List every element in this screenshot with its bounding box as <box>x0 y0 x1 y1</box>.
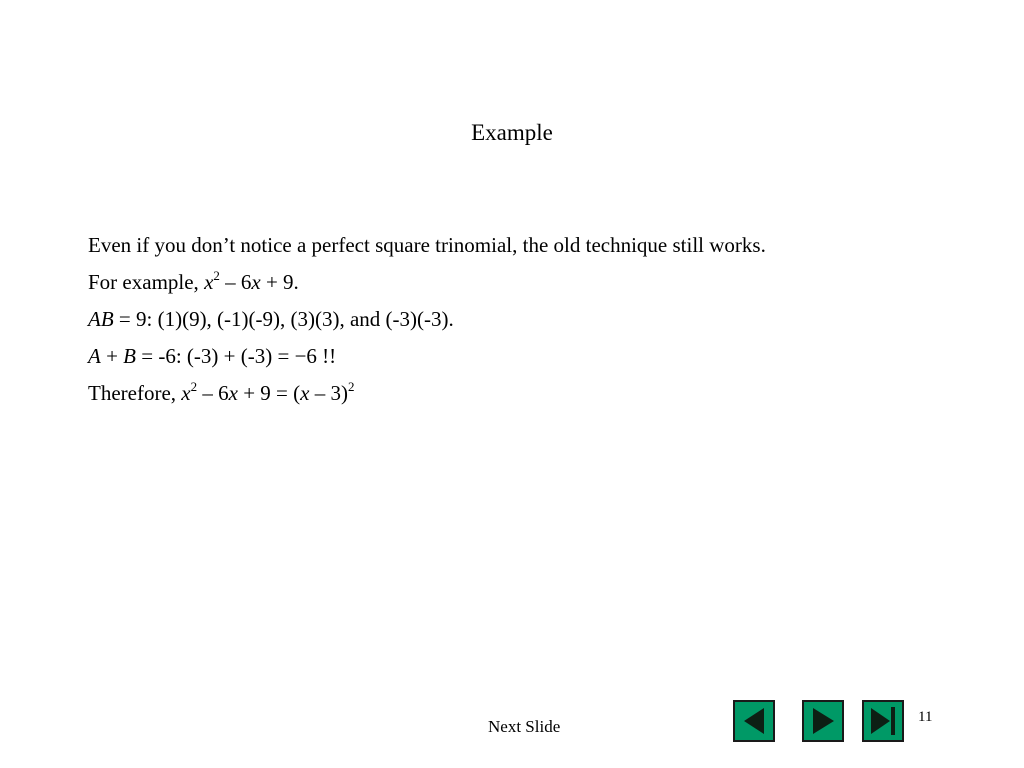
previous-slide-button[interactable] <box>733 700 775 742</box>
variable-x: x <box>181 381 191 405</box>
body-line-2 <box>88 267 968 304</box>
line-4-rest: = -6: (-3) + (-3) = −6 !! <box>136 344 337 368</box>
exponent: 2 <box>347 379 355 394</box>
line-2-prefix: For example, <box>88 270 205 294</box>
next-slide-button[interactable] <box>802 700 844 742</box>
plus-sign: + <box>100 344 124 368</box>
variable-x: x <box>251 270 261 294</box>
body-line-4 <box>88 341 968 378</box>
triangle-right-icon <box>804 702 842 740</box>
variable-a: A <box>88 344 101 368</box>
line-5-prefix: Therefore, <box>88 381 182 405</box>
next-slide-link[interactable]: Next Slide <box>488 717 561 736</box>
variable-b: B <box>123 344 136 368</box>
variable-ab: AB <box>88 307 114 331</box>
slide-body <box>88 230 968 415</box>
slide-title: Example <box>471 120 553 145</box>
line-5-equals: + 9 = ( <box>237 381 301 405</box>
line-2-rest: + 9. <box>260 270 299 294</box>
skip-to-end-icon <box>864 702 902 740</box>
variable-x: x <box>204 270 214 294</box>
variable-x: x <box>300 381 310 405</box>
line-5-tail: – 3) <box>309 381 348 405</box>
line-2-term: – 6 <box>219 270 252 294</box>
body-line-1: Even if you don’t notice a perfect square trinomial, the old technique still works. <box>88 233 766 257</box>
variable-x: x <box>228 381 238 405</box>
slide-number: 11 <box>918 709 933 725</box>
exponent: 2 <box>190 379 198 394</box>
last-slide-button[interactable] <box>862 700 904 742</box>
triangle-left-icon <box>735 702 773 740</box>
exponent: 2 <box>213 268 220 283</box>
body-line-3 <box>88 304 968 341</box>
line-3-rest: = 9: (1)(9), (-1)(-9), (3)(3), and (-3)(-3). <box>113 307 454 331</box>
body-line-5 <box>88 378 968 415</box>
line-5-term: – 6 <box>197 381 229 405</box>
